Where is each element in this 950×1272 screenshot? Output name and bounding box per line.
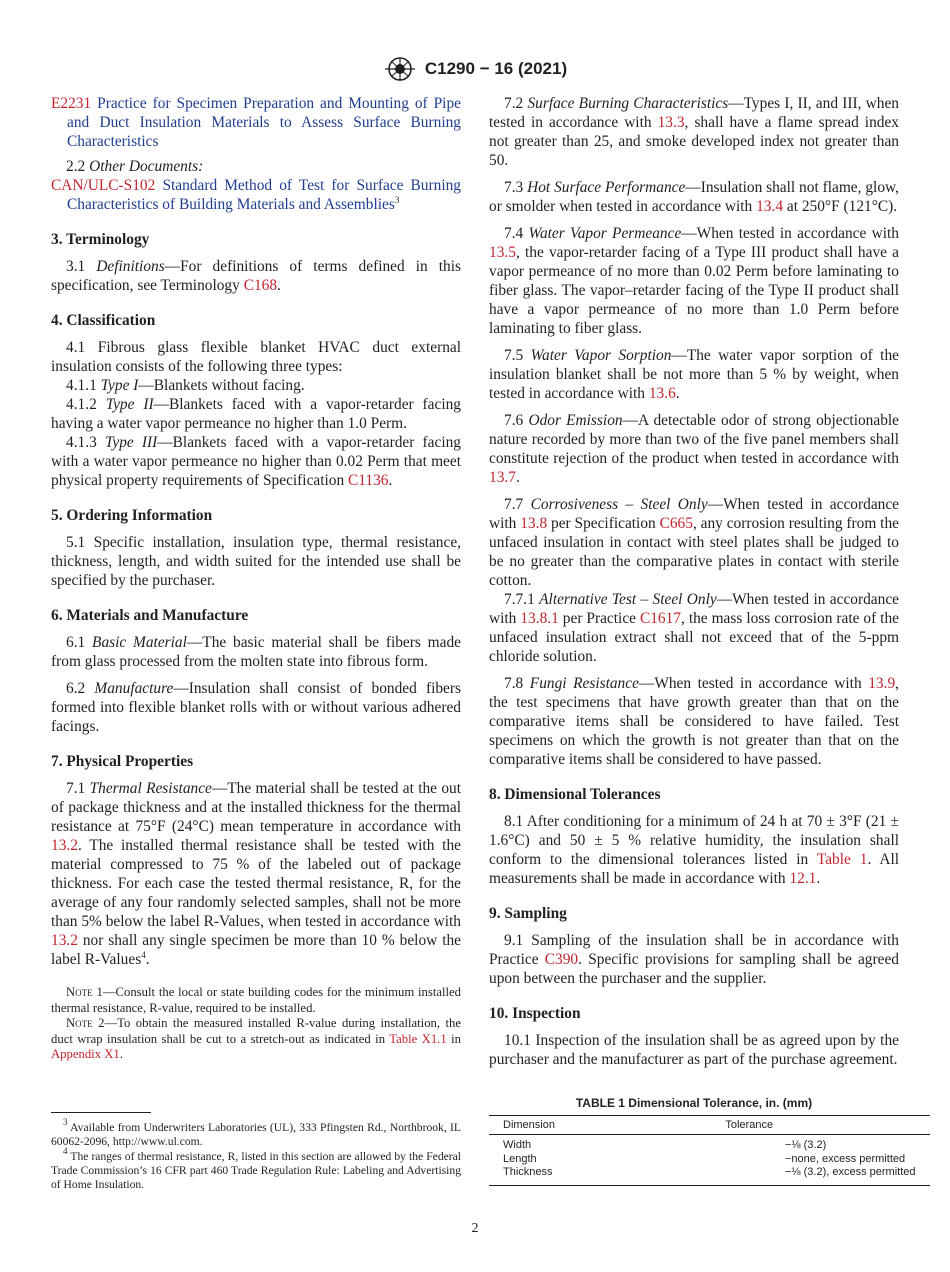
heading-section-6: 6. Materials and Manufacture <box>51 607 249 624</box>
link-13-8-1[interactable]: 13.8.1 <box>520 610 559 627</box>
link-c390[interactable]: C390 <box>544 951 579 968</box>
left-column <box>51 94 461 1063</box>
link-13-5[interactable]: 13.5 <box>489 244 516 261</box>
paragraph-4-1-1: 4.1.1 Type I—Blankets without facing. <box>66 377 305 394</box>
reference-can-ulc-s102 <box>51 176 461 214</box>
link-c665[interactable]: C665 <box>659 515 693 532</box>
paragraph-7-2: 7.2 Surface Burning Characteristics—Types I, II, and III, when tested in accordance with 13.3, shall have a flame spread index not greater than 25, and smoke developed index not greater than 50. <box>489 95 899 169</box>
footnote-divider <box>51 1112 151 1113</box>
note-1: Note 1—Consult the local or state building codes for the minimum installed thermal resistance, R-value, required to be installed. <box>51 985 462 1015</box>
paragraph-5-1: 5.1 Specific installation, insulation type, thermal resistance, thickness, length, and width suited for the intended use shall be specified by the purchaser. <box>51 534 461 589</box>
paragraph-4-1: 4.1 Fibrous glass flexible blanket HVAC duct external insulation consists of the following three types: <box>51 339 461 375</box>
link-c1136[interactable]: C1136 <box>348 472 389 489</box>
link-c1617[interactable]: C1617 <box>639 610 681 627</box>
link-c168[interactable]: C168 <box>243 277 278 294</box>
paragraph-4-1-2: 4.1.2 Type II—Blankets faced with a vapor-retarder facing having a water vapor permeance no higher than 1.0 Perm. <box>51 396 461 432</box>
page-number: 2 <box>471 1221 479 1236</box>
table-cell: Length <box>503 1152 537 1165</box>
paragraph-7-8: 7.8 Fungi Resistance—When tested in accordance with 13.9, the test specimens that have growth greater than that on the comparative items shall be considered to have failed. Test specimens on which the growth is not greater than that on the comparative items shall be considered to have passed. <box>489 675 899 768</box>
heading-section-3: 3. Terminology <box>51 231 150 248</box>
link-table-1[interactable]: Table 1 <box>816 851 868 868</box>
note-2: Note 2—To obtain the measured installed R-value during installation, the duct wrap insulation shall be cut to a stretch-out as indicated in Table X1.1 in Appendix X1. <box>51 1016 461 1061</box>
footnote-4: $^4$ The ranges of thermal resistance, R, listed in this section are allowed by the Federal Trade Commission’s 16 CFR part 460 Trade Regulation Rule: Labeling and Advertising of Home Insulation. <box>51 1146 461 1191</box>
footnote-3: $^3$ Available from Underwriters Laboratories (UL), 333 Pfingsten Rd., Northbrook, IL 60062-2096, http://www.ul.com. <box>51 1117 461 1148</box>
table-cell: −none, excess permitted <box>784 1152 906 1165</box>
subsection-2-2: 2.2 Other Documents: <box>66 158 204 175</box>
table-cell: Thickness <box>489 1166 569 1185</box>
heading-section-7: 7. Physical Properties <box>51 753 194 770</box>
paragraph-9-1: 9.1 Sampling of the insulation shall be in accordance with Practice C390. Specific provisions for sampling shall be agreed upon between the purchaser and the supplier. <box>489 932 899 987</box>
heading-section-8: 8. Dimensional Tolerances <box>489 786 661 803</box>
link-13-8[interactable]: 13.8 <box>520 515 548 532</box>
link-13-3[interactable]: 13.3 <box>657 114 685 131</box>
paragraph-8-1: 8.1 After conditioning for a minimum of 24 h at 70 ± 3°F (21 ± 1.6°C) and 50 ± 5 % relative humidity, the insulation shall conform to the dimensional tolerances listed in Table 1. All measurements shall be made in accordance with 12.1. <box>489 813 900 887</box>
heading-section-9: 9. Sampling <box>489 905 567 922</box>
paragraph-7-6: 7.6 Odor Emission—A detectable odor of strong objectionable nature recorded by more than two of the five panel members shall constitute rejection of the product when tested in accordance with 13.7. <box>489 412 900 486</box>
table-header-dimension: Dimension <box>489 1116 569 1135</box>
document-code: C1290 − 16 (2021) <box>424 59 568 78</box>
table-row <box>489 1153 930 1167</box>
paragraph-6-1: 6.1 Basic Material—The basic material shall be fibers made from glass processed from the molten state into fibrous form. <box>51 634 461 670</box>
table-row <box>489 1135 930 1153</box>
link-e2231[interactable]: E2231 <box>51 95 92 112</box>
paragraph-10-1: 10.1 Inspection of the insulation shall be as agreed upon by the purchaser and the manufacturer as part of the purchase agreement. <box>489 1032 899 1068</box>
heading-section-5: 5. Ordering Information <box>51 507 213 524</box>
link-table-x1-1[interactable]: Table X1.1 <box>389 1031 447 1046</box>
table-1-title: TABLE 1 Dimensional Tolerance, in. (mm) <box>575 1096 813 1110</box>
heading-section-4: 4. Classification <box>51 312 156 329</box>
link-13-7[interactable]: 13.7 <box>489 469 516 486</box>
paragraph-7-4: 7.4 Water Vapor Permeance—When tested in accordance with 13.5, the vapor-retarder facing of a Type III product shall have a vapor permeance of no more than 0.02 Perm before laminating to fiber glass. The vapor–retarder facing of the Type II product shall have a vapor permeance of no more than 1.0 Perm before laminating to fiber glass. <box>489 225 899 337</box>
paragraph-3-1: 3.1 Definitions—For definitions of terms defined in this specification, see Terminology C168. <box>51 258 461 294</box>
table-row <box>489 1166 930 1185</box>
paragraph-6-2: 6.2 Manufacture—Insulation shall consist of bonded fibers formed into flexible blanket rolls with or without various adhered facings. <box>51 680 461 735</box>
table-1 <box>489 1096 916 1186</box>
link-12-1[interactable]: 12.1 <box>789 870 817 887</box>
footnote-ref-3: 3 <box>394 195 400 205</box>
paragraph-7-7-1: 7.7.1 Alternative Test – Steel Only—When tested in accordance with 13.8.1 per Practice C1617, the mass loss corrosion rate of the unfaced insulation extract shall not exceed that of the 5-ppm chloride solution. <box>489 591 899 665</box>
paragraph-7-3: 7.3 Hot Surface Performance—Insulation shall not flame, glow, or smolder when tested in accordance with 13.4 at 250°F (121°C). <box>489 179 899 215</box>
reference-e2231-title[interactable]: Practice for Specimen Preparation and Mounting of Pipe and Duct Insulation Materials to Assess Surface Burning Characteristics <box>67 95 461 150</box>
table-cell: −⅛ (3.2) <box>784 1139 827 1151</box>
page-header <box>0 56 950 82</box>
link-appendix-x1[interactable]: Appendix X1 <box>51 1047 120 1061</box>
table-cell: Width <box>503 1139 532 1151</box>
table-cell: −⅛ (3.2), excess permitted <box>569 1166 930 1185</box>
right-column <box>489 94 899 1077</box>
link-13-9[interactable]: 13.9 <box>868 675 896 692</box>
footnotes <box>51 1117 461 1193</box>
paragraph-4-1-3: 4.1.3 Type III—Blankets faced with a vapor-retarder facing with a water vapor permeance no higher than 0.02 Perm that meet physical property requirements of Specification C1136. <box>51 434 461 489</box>
table-header-row <box>489 1116 930 1135</box>
paragraph-7-7: 7.7 Corrosiveness – Steel Only—When tested in accordance with 13.8 per Specification C665, any corrosion resulting from the unfaced insulation in contact with steel plates shall be judged to be no greater than the comparative plates in contact with sterile cotton. <box>489 496 900 589</box>
heading-section-10: 10. Inspection <box>489 1005 581 1022</box>
paragraph-7-5: 7.5 Water Vapor Sorption—The water vapor sorption of the insulation blanket shall be not more than 5 % by weight, when tested in accordance with 13.6. <box>489 347 899 402</box>
reference-can-ulc-s102-title[interactable]: Standard Method of Test for Surface Burning Characteristics of Building Materials and Assemblies <box>67 177 461 213</box>
table-1-grid <box>489 1115 930 1186</box>
reference-e2231 <box>51 94 461 151</box>
astm-logo-icon <box>383 56 417 82</box>
footnote-ref-4: 4 <box>141 950 146 960</box>
link-13-4[interactable]: 13.4 <box>756 198 784 215</box>
link-can-ulc-s102[interactable]: CAN/ULC-S102 <box>51 177 156 194</box>
link-13-6[interactable]: 13.6 <box>648 385 676 402</box>
paragraph-7-1: 7.1 Thermal Resistance—The material shall be tested at the out of package thickness and at the installed thickness for the thermal resistance at 75°F (24°C) mean temperature in accordance with 13.2. The installed thermal resistance shall be tested with the material compressed to 75 % of the labeled out of package thickness. For each case the tested thermal resistance, R, for the average of any four randomly selected samples, shall not be more than 5% below the label R-Values, when tested in accordance with 13.2 nor shall any single specimen be more than 10 % below the label R-Values$^4$. <box>51 780 461 968</box>
link-13-2-second[interactable]: 13.2 <box>51 932 78 949</box>
link-13-2[interactable]: 13.2 <box>51 837 78 854</box>
table-header-tolerance: Tolerance <box>569 1116 930 1135</box>
